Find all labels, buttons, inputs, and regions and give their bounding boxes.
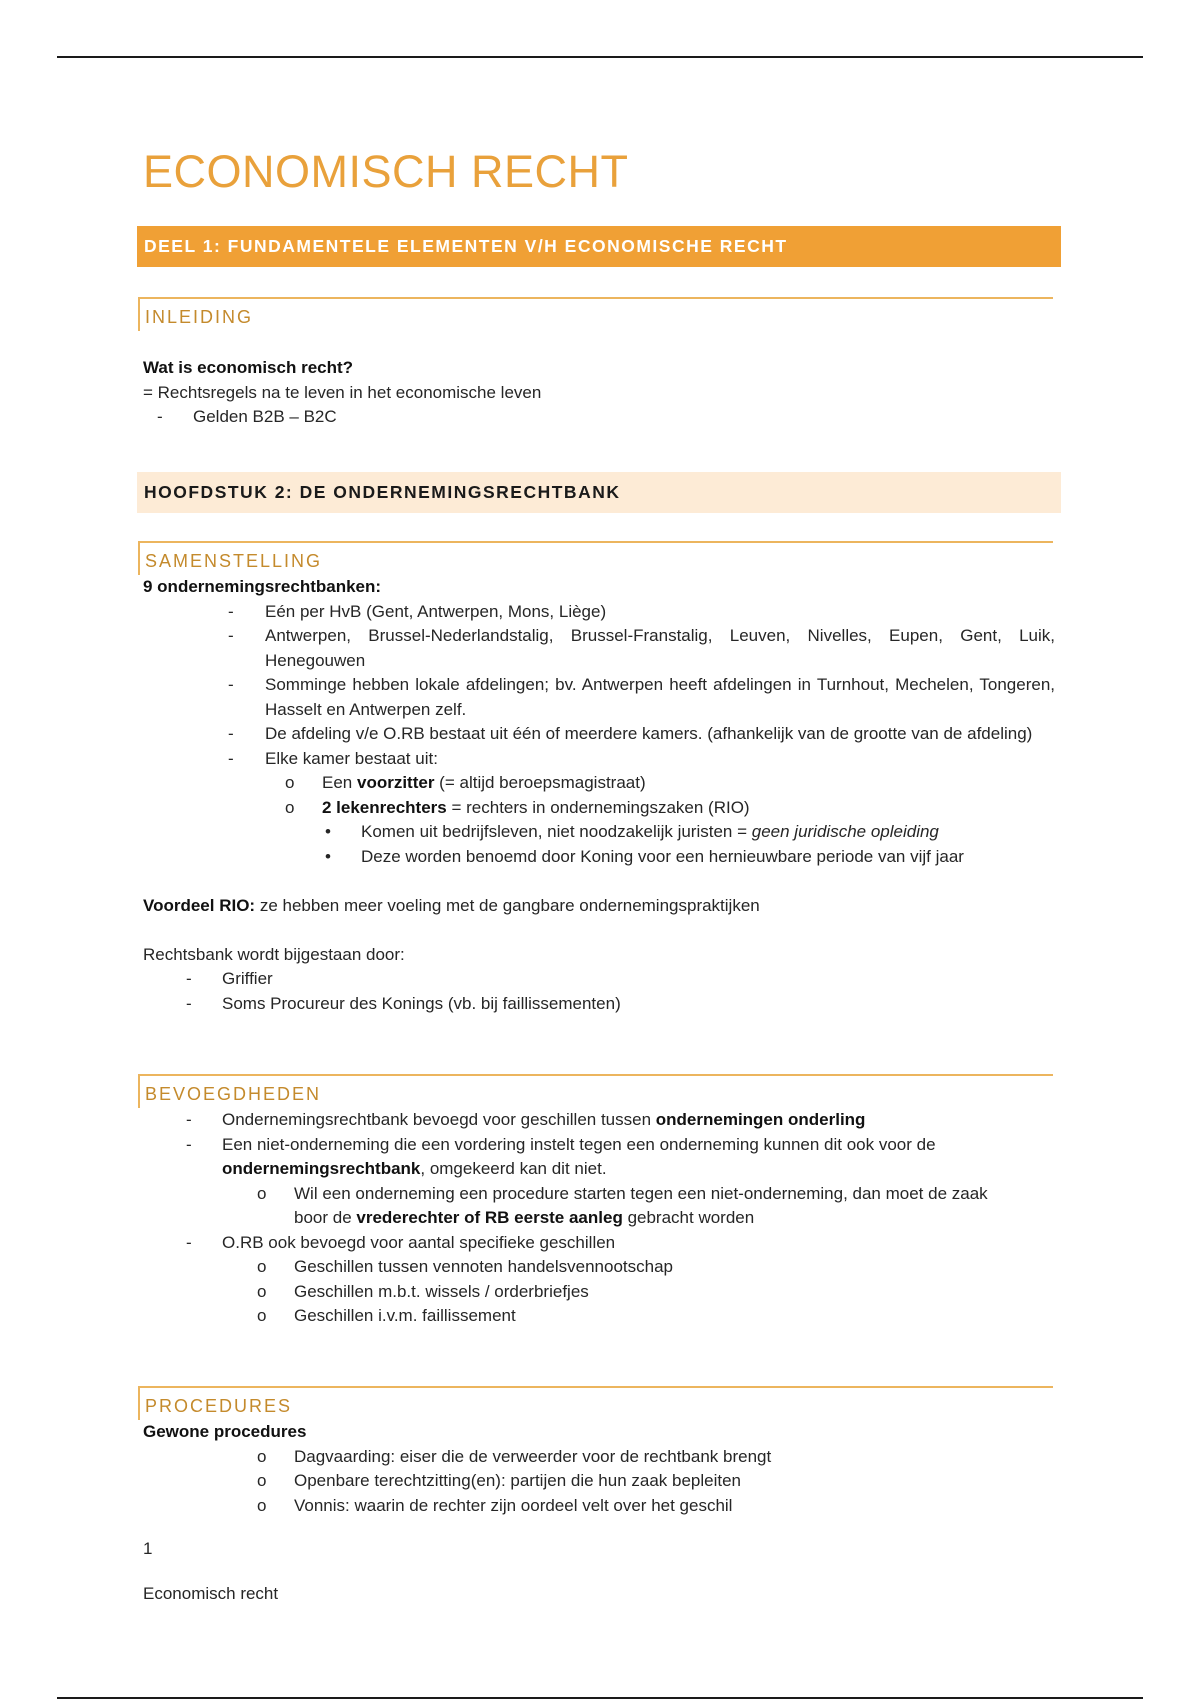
sub-text: gebracht worden: [622, 1208, 755, 1227]
dash-bullet: -: [186, 969, 192, 988]
sub-text: boor de: [294, 1208, 357, 1227]
sub-text: Dagvaarding: eiser die de verweerder voor de rechtbank brengt: [294, 1446, 772, 1466]
intro-bullet-text: Gelden B2B – B2C: [193, 407, 337, 426]
list-item-text: De afdeling v/e O.RB bestaat uit één of meerdere kamers. (afhankelijk van de grootte van de afdeling): [265, 724, 1033, 743]
circle-bullet: o: [257, 1306, 267, 1325]
dash-bullet: -: [186, 1110, 192, 1129]
list-item-text: Antwerpen, Brussel-Nederlandstalig, Brussel-Franstalig, Leuven, Nivelles, Eupen, Gent, Luik, Henegouwen: [265, 626, 1055, 670]
list-item: [143, 1108, 1055, 1133]
sub-text: Wil een onderneming een procedure starten tegen een niet-onderneming, dan moet de zaak: [294, 1183, 988, 1203]
dash-bullet: -: [186, 1232, 192, 1252]
intro-definition: = Rechtsregels na te leven in het economische leven: [143, 382, 542, 402]
dot-text: Komen uit bedrijfsleven, niet noodzakelijk juristen =: [361, 822, 752, 841]
list-item-bold: ondernemingsrechtbank: [222, 1159, 421, 1178]
header-rule: [57, 56, 1143, 58]
circle-bullet: o: [285, 797, 295, 817]
sub-item-lekenrechters: [143, 796, 1055, 821]
sub-text: Een: [322, 773, 357, 792]
sub-item: [143, 1494, 1055, 1519]
dot-italic-text: geen juridische opleiding: [751, 822, 939, 841]
dot-bullet: •: [325, 846, 331, 866]
list-item-bold: ondernemingen onderling: [655, 1110, 866, 1129]
list-item-text: Elke kamer bestaat uit:: [265, 748, 438, 768]
list-item: [143, 722, 1055, 747]
sub-text: Geschillen m.b.t. wissels / orderbriefjes: [294, 1281, 589, 1301]
intro-block: [143, 356, 1055, 430]
document-title: ECONOMISCH RECHT: [143, 146, 629, 197]
sub-bold-text: vrederechter of RB eerste aanleg: [356, 1208, 623, 1227]
circle-bullet: o: [257, 1183, 267, 1203]
dash-bullet: -: [228, 675, 234, 694]
sub-bold-text: voorzitter: [356, 773, 435, 792]
list-item: [143, 673, 1055, 722]
dash-bullet: -: [157, 407, 163, 426]
page-number: 1: [143, 1539, 153, 1558]
intro-question: Wat is economisch recht?: [143, 358, 354, 377]
sub-text: Geschillen tussen vennoten handelsvennootschap: [294, 1257, 673, 1276]
circle-bullet: o: [257, 1471, 267, 1490]
list-item: [143, 992, 1055, 1017]
running-title: Economisch recht: [143, 1584, 279, 1603]
list-item: [143, 1231, 1055, 1256]
list-item-text: Ondernemingsrechtbank bevoegd voor geschillen tussen: [222, 1110, 656, 1129]
circle-bullet: o: [257, 1257, 267, 1276]
list-item: [143, 1133, 1055, 1182]
list-item: [143, 600, 1055, 625]
dot-bullet: •: [325, 822, 331, 841]
list-item-text: O.RB ook bevoegd voor aantal specifieke geschillen: [222, 1232, 616, 1252]
dash-bullet: -: [228, 626, 234, 645]
bevoegdheden-block: [143, 1108, 1055, 1329]
list-item-text: Soms Procureur des Konings (vb. bij faillissementen): [222, 993, 621, 1013]
sub-item: [143, 1182, 1055, 1231]
sub-bold-text: 2 lekenrechters: [322, 797, 447, 817]
circle-bullet: o: [257, 1495, 267, 1515]
section-heading-inleiding: INLEIDING: [138, 297, 1053, 331]
dot-item: [143, 845, 1055, 870]
list-item-text: Somminge hebben lokale afdelingen; bv. Antwerpen heeft afdelingen in Turnhout, Mechelen, Tongeren, Hasselt en Antwerpen zelf.: [265, 675, 1055, 719]
dash-bullet: -: [186, 1134, 192, 1154]
list-item-text: Een niet-onderneming die een vordering instelt tegen een onderneming kunnen dit ook voor de: [222, 1134, 936, 1154]
list-item-text: , omgekeerd kan dit niet.: [420, 1159, 607, 1178]
procedures-lead: Gewone procedures: [143, 1422, 307, 1441]
sub-text: Openbare terechtzitting(en): partijen die hun zaak bepleiten: [294, 1471, 742, 1490]
samenstelling-lead: 9 ondernemingsrechtbanken:: [143, 577, 382, 596]
sub-item: [143, 1304, 1055, 1329]
part-heading: DEEL 1: FUNDAMENTELE ELEMENTEN V/H ECONOMISCHE RECHT: [137, 226, 1061, 267]
section-heading-procedures: PROCEDURES: [138, 1386, 1053, 1420]
list-item: [143, 747, 1055, 772]
dot-item: [143, 820, 1055, 845]
bijgestaan-lead: Rechtsbank wordt bijgestaan door:: [143, 944, 405, 964]
list-item: [143, 967, 1055, 992]
sub-text: Vonnis: waarin de rechter zijn oordeel velt over het geschil: [294, 1495, 733, 1515]
section-heading-bevoegdheden: BEVOEGDHEDEN: [138, 1074, 1053, 1108]
sub-item: [143, 1280, 1055, 1305]
footer-rule: [57, 1697, 1143, 1699]
dash-bullet: -: [228, 748, 234, 768]
sub-text: = rechters in ondernemingszaken (RIO): [446, 797, 750, 817]
circle-bullet: o: [257, 1281, 267, 1301]
dash-bullet: -: [228, 724, 234, 743]
sub-item: [143, 1255, 1055, 1280]
sub-item: [143, 1445, 1055, 1470]
list-item-text: Griffier: [222, 969, 273, 988]
sub-text: Geschillen i.v.m. faillissement: [294, 1306, 516, 1325]
dash-bullet: -: [228, 601, 234, 621]
section-heading-samenstelling: SAMENSTELLING: [138, 541, 1053, 575]
samenstelling-block: [143, 575, 1055, 1016]
circle-bullet: o: [285, 773, 295, 792]
sub-item: [143, 1469, 1055, 1494]
dash-bullet: -: [186, 993, 192, 1013]
voordeel-text: ze hebben meer voeling met de gangbare ondernemingspraktijken: [255, 895, 760, 915]
list-item: [143, 624, 1055, 673]
procedures-block: [143, 1420, 1055, 1518]
circle-bullet: o: [257, 1446, 267, 1466]
chapter-heading: HOOFDSTUK 2: DE ONDERNEMINGSRECHTBANK: [137, 472, 1061, 513]
voordeel-rio: [143, 894, 1055, 919]
dot-text: Deze worden benoemd door Koning voor een hernieuwbare periode van vijf jaar: [361, 846, 964, 866]
sub-item-voorzitter: [143, 771, 1055, 796]
list-item-text: Eén per HvB (Gent, Antwerpen, Mons, Liège): [265, 601, 607, 621]
intro-bullet: [143, 405, 1055, 430]
sub-text: (= altijd beroepsmagistraat): [434, 773, 646, 792]
voordeel-label: Voordeel RIO:: [143, 895, 256, 915]
